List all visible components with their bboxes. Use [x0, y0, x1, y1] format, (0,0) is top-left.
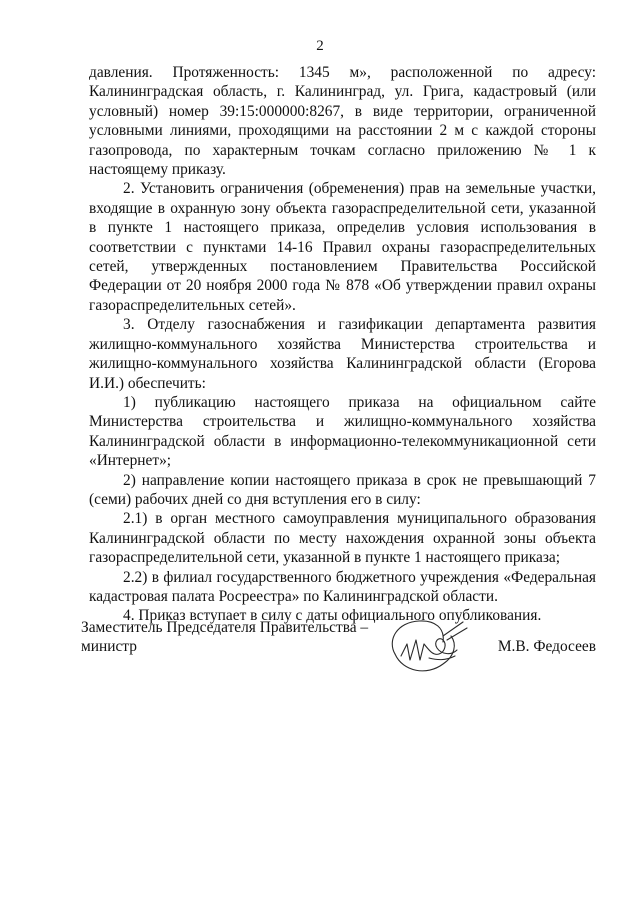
paragraph-continuation: давления. Протяженность: 1345 м», расположенной по адресу: Калининградская область, г. Калининград, ул. Грига, кадастровый (или условный) номер 39:15:000000:8267, в виде территории, ограниченной условными линиями, проходящими на расстоянии 2 м с каждой стороны газопровода, по характерным точкам согласно приложению № 1 к настоящему приказу.	[89, 64, 596, 179]
paragraph-subitem-2: 2) направление копии настоящего приказа в срок не превышающий 7 (семи) рабочих дней со дня вступления его в силу:	[89, 471, 596, 508]
handwritten-signature	[381, 614, 471, 680]
paragraph-subitem-1: 1) публикацию настоящего приказа на официальном сайте Министерства строительства и жилищно-коммунального хозяйства Калининградской области в информационно-телекоммуникационной сети «Интернет»;	[89, 393, 596, 470]
document-body	[89, 63, 596, 626]
paragraph-subitem-2-1: 2.1) в орган местного самоуправления муниципального образования Калининградской области по месту нахождения охранной зоны объекта газораспределительной сети, указанной в пункте 1 настоящего приказа;	[89, 510, 596, 567]
signer-name: М.В. Федосеев	[497, 638, 596, 655]
paragraph-item-2: 2. Установить ограничения (обременения) прав на земельные участки, входящие в охранную зону объекта газораспределительной сети, указанной в пункте 1 настоящего приказа, определив условия использования в соответствии с пунктами 14-16 Правил охраны газораспределительных сетей, утвержденных постановлением Правительства Российской Федерации от 20 ноября 2000 года № 878 «Об утверждении правил охраны газораспределительных сетей».	[89, 180, 596, 314]
page-number: 2	[316, 38, 324, 54]
paragraph-item-3: 3. Отделу газоснабжения и газификации департамента развития жилищно-коммунального хозяйства Министерства строительства и жилищно-коммунального хозяйства Калининградской области (Егорова И.И.) обеспечить:	[89, 316, 596, 392]
signer-title: Заместитель Председателя Правительства – министр	[81, 619, 369, 656]
paragraph-item-4: 4. Приказ вступает в силу с даты официального опубликования.	[123, 607, 542, 625]
signature-block	[81, 618, 596, 688]
paragraph-subitem-2-2: 2.2) в филиал государственного бюджетного учреждения «Федеральная кадастровая палата Росреестра» по Калининградской области.	[89, 568, 596, 605]
